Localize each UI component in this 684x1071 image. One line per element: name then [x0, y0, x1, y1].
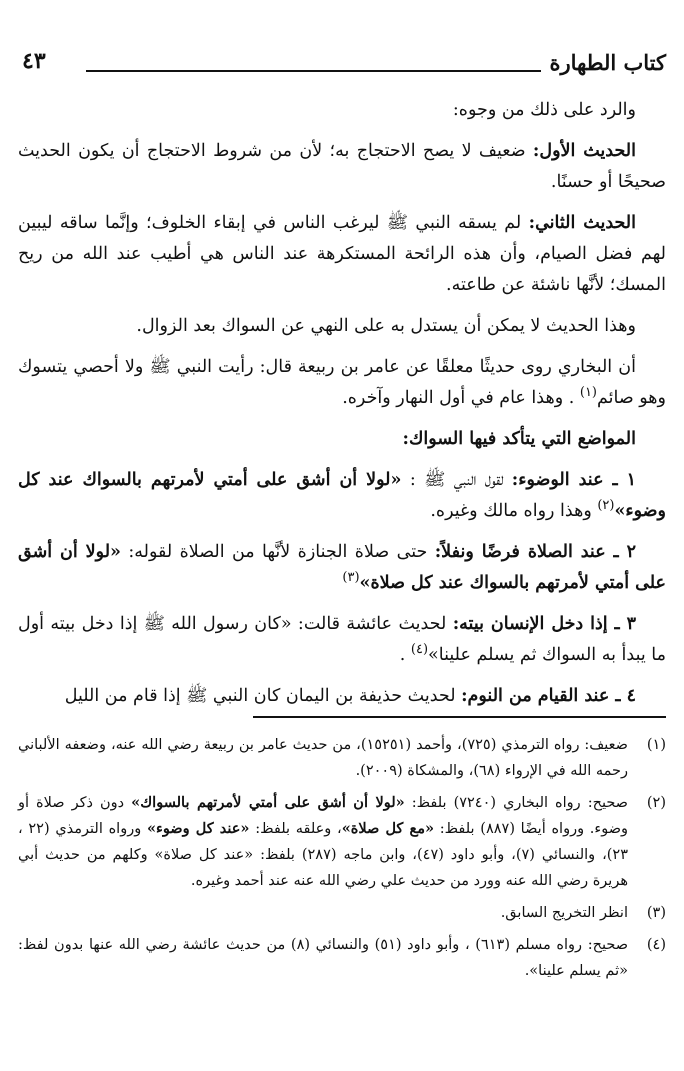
footnote-text-part: ، وعلقه بلفظ:: [249, 821, 342, 837]
footnote-text: [18, 932, 628, 984]
footnote: [18, 900, 666, 926]
footnote-number: (٢): [646, 795, 666, 811]
footnote-text-part: ورواه الترمذي (٢٢ ، ٢٣)، والنسائي (٧)، وأبو داود (٤٧)، وابن ماجه (٢٨٧) بلفظ: «عند كل صلاة» وكلهم من حديث أبي هريرة رضي الله عنه وورد من حديث علي رضي الله عنه عند أحمد وغيره.: [18, 821, 628, 889]
header-rule: [86, 70, 541, 72]
running-header: [18, 50, 666, 86]
footnote-text: [18, 900, 628, 926]
paragraph: الحديث الأول: ضعيف لا يصح الاحتجاج به؛ لأن من شروط الاحتجاج أن يكون الحديث صحيحًا أو حسنًا.: [18, 141, 666, 192]
footnote-text-part: «مع كل صلاة»: [341, 820, 435, 837]
footnote-text-part: «عند كل وضوء»: [146, 820, 250, 837]
chapter-title: كتاب الطهارة: [549, 50, 666, 75]
footnote-ref: (٢): [597, 498, 615, 514]
footnote-text-part: ضعيف: رواه الترمذي (٧٢٥)، وأحمد (١٥٢٥١)، من حديث عامر بن ربيعة رضي الله عنه، وضعفه الألباني رحمه الله في الإرواء (٦٨)، والمشكاة (٢٠٠٩).: [18, 737, 628, 779]
footnote-text: [18, 732, 628, 784]
list-item: ٣ ـ إذا دخل الإنسان بيته: لحديث عائشة قالت: «كان رسول الله ﷺ إذا دخل بيته أول ما يبدأ به السواك ثم يسلم علينا»$^{(٤)}$ .: [18, 614, 666, 665]
list-item: ٢ ـ عند الصلاة فرضًا ونفلاً: حتى صلاة الجنازة لأنَّها من الصلاة لقوله: «لولا أن أشق على أمتي لأمرتهم بالسواك عند كل صلاة»$^{(٣)}$: [18, 542, 666, 593]
page-number: ٤٣: [22, 48, 46, 74]
footnote-ref: (٣): [342, 570, 360, 586]
paragraph: والرد على ذلك من وجوه:: [452, 100, 636, 120]
footnote: [18, 790, 666, 894]
paragraph: الحديث الثاني: لم يسقه النبي ﷺ ليرغب الناس في إبقاء الخلوف؛ وإنَّما ساقه ليبين لهم فضل الصيام، وأن هذه الرائحة المستكرهة عند الناس هي أطيب عند الله من ريح المسك؛ لأنَّها ناشئة عن طاعته.: [18, 213, 666, 295]
footnote-text-part: صحيح: رواه البخاري (٧٢٤٠) بلفظ:: [404, 795, 628, 811]
footnote-text-part: صحيح: رواه مسلم (٦١٣) ، وأبو داود (٥١) والنسائي (٨) من حديث عائشة رضي الله عنها بدون لفظ: «ثم يسلم علينا».: [18, 937, 629, 979]
footnote-text: [18, 790, 628, 894]
footnote-ref: (١): [579, 385, 597, 401]
list-item: ١ ـ عند الوضوء: لقول النبي ﷺ : «لولا أن أشق على أمتي لأمرتهم بالسواك عند كل وضوء»$^{(٢)}$ وهذا رواه مالك وغيره.: [18, 470, 666, 521]
footnote-number: (٣): [646, 905, 666, 921]
footnote-text-part: دون ذكر صلاة أو وضوء. ورواه أيضًا (٨٨٧) بلفظ:: [18, 795, 629, 837]
footnote-text-part: «لولا أن أشق على أمتي لأمرتهم بالسواك»: [131, 794, 405, 811]
list-item: ٤ ـ عند القيام من النوم: لحديث حذيفة بن اليمان كان النبي ﷺ إذا قام من الليل: [64, 686, 636, 706]
paragraph: وهذا الحديث لا يمكن أن يستدل به على النهي عن السواك بعد الزوال.: [136, 316, 636, 336]
section-heading: المواضع التي يتأكد فيها السواك:: [402, 429, 636, 449]
footnote: [18, 732, 666, 784]
footnote-text-part: انظر التخريج السابق.: [500, 905, 628, 921]
main-text: [18, 95, 666, 722]
footnotes: [18, 732, 666, 990]
footnote-ref: (٤): [410, 642, 429, 658]
footnote-number: (٤): [646, 937, 666, 953]
footnote-separator: [253, 716, 666, 718]
footnote-number: (١): [646, 737, 666, 753]
paragraph: أن البخاري روى حديثًا معلقًا عن عامر بن ربيعة قال: رأيت النبي ﷺ ولا أحصي يتسوك وهو صائم$^{(١)}$ . وهذا عام في أول النهار وآخره.: [18, 357, 666, 408]
footnote: [18, 932, 666, 984]
